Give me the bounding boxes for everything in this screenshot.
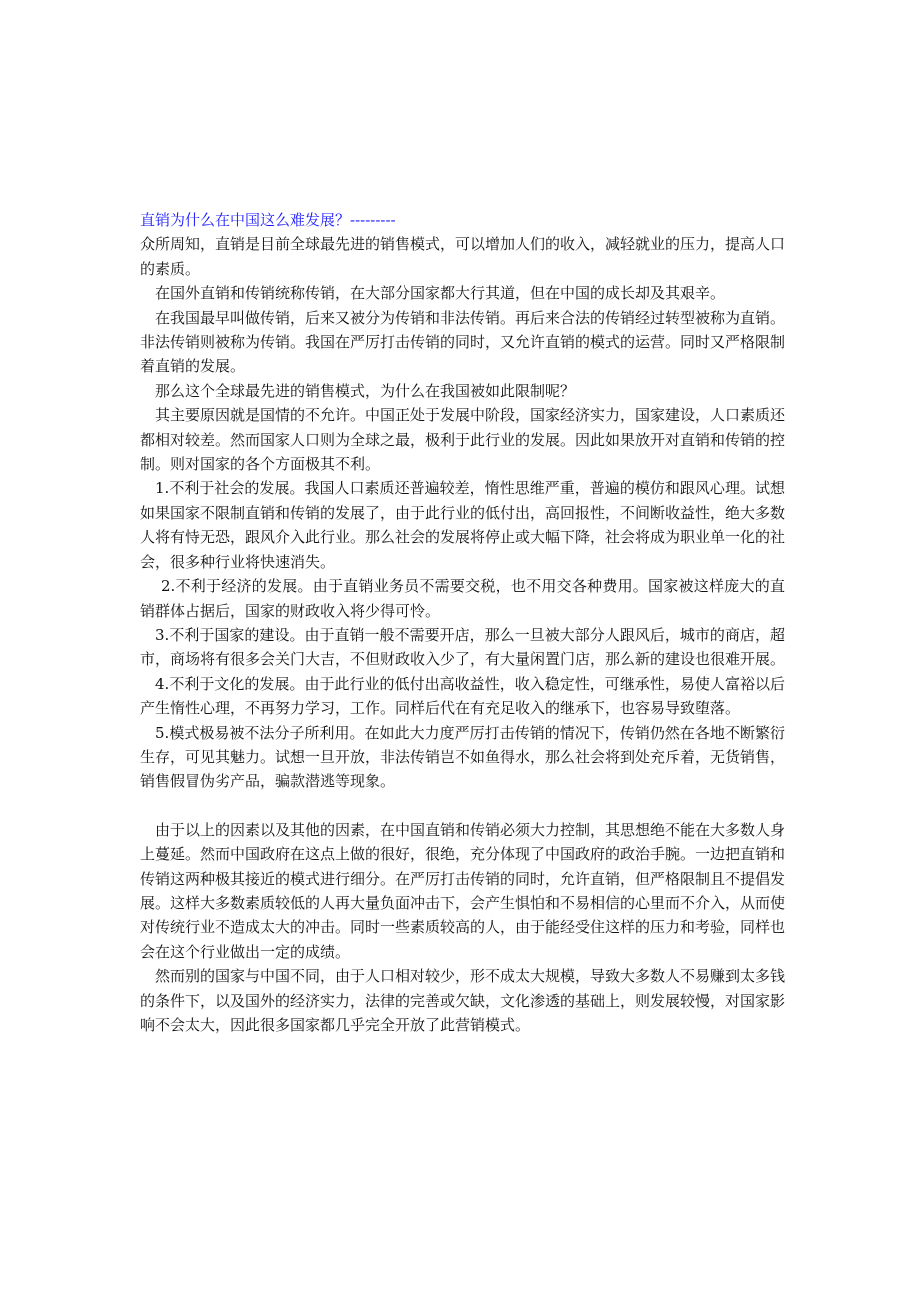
paragraph-point-1: 1.不利于社会的发展。我国人口素质还普遍较差，惰性思维严重，普遍的模仿和跟风心理。试想如果国家不限制直销和传销的发展了，由于此行业的低付出，高回报性，不间断收益性，绝大多数人将有恃无恐，跟风介入此行业。那么社会的发展将停止或大幅下降，社会将成为职业单一化的社会，很多种行业将快速消失。 — [140, 479, 786, 571]
paragraph-history: 在我国最早叫做传销，后来又被分为传销和非法传销。再后来合法的传销经过转型被称为直销。非法传销则被称为传销。我国在严厉打击传销的同时，又允许直销的模式的运营。同时又严格限制着直销的发展。 — [140, 308, 786, 376]
paragraph-other-countries: 然而别的国家与中国不同，由于人口相对较少，形不成太大规模，导致大多数人不易赚到太多钱的条件下，以及国外的经济实力，法律的完善或欠缺，文化渗透的基础上，则发展较慢，对国家影响不会太大，因此很多国家都几乎完全开放了此营销模式。 — [140, 967, 786, 1034]
paragraph-point-2: 2.不利于经济的发展。由于直销业务员不需要交税，也不用交各种费用。国家被这样庞大的直销群体占据后，国家的财政收入将少得可怜。 — [140, 577, 785, 620]
paragraph-abroad: 在国外直销和传销统称传销，在大部分国家都大行其道，但在中国的成长却及其艰辛。 — [155, 284, 726, 303]
paragraph-conclusion: 由于以上的因素以及其他的因素，在中国直销和传销必须大力控制，其思想绝不能在大多数人身上蔓延。然而中国政府在这点上做的很好，很绝，充分体现了中国政府的政治手腕。一边把直销和传销这两种极其接近的模式进行细分。在严厉打击传销的同时，允许直销，但严格限制且不提倡发展。这样大多数素质较低的人再大量负面冲击下，会产生惧怕和不易相信的心里而不介入，从而使对传统行业不造成太大的冲击。同时一些素质较高的人，由于能经受住这样的压力和考验，同样也会在这个行业做出一定的成绩。 — [140, 820, 786, 961]
paragraph-point-3: 3.不利于国家的建设。由于直销一般不需要开店，那么一旦被大部分人跟风后，城市的商店，超市，商场将有很多会关门大吉，不但财政收入少了，有大量闲置门店，那么新的建设也很难开展。 — [140, 625, 786, 669]
document-title: 直销为什么在中国这么难发展？--------- — [140, 211, 396, 229]
paragraph-intro: 众所周知，直销是目前全球最先进的销售模式，可以增加人们的收入，减轻就业的压力，提高人口的素质。 — [140, 235, 786, 278]
paragraph-point-5: 5.模式极易被不法分子所利用。在如此大力度严厉打击传销的情况下，传销仍然在各地不断繁衍生存，可见其魅力。试想一旦开放，非法传销岂不如鱼得水，那么社会将到处充斥着，无货销售，销售假冒伪劣产品，骗款潜逃等现象。 — [140, 723, 786, 791]
paragraph-question: 那么这个全球最先进的销售模式，为什么在我国被如此限制呢？ — [155, 381, 576, 400]
paragraph-spacer — [140, 794, 785, 818]
document-body — [140, 208, 785, 1037]
paragraph-point-4: 4.不利于文化的发展。由于此行业的低付出高收益性，收入稳定性，可继承性，易使人富裕以后产生惰性心理，不再努力学习，工作。同样后代在有充足收入的继承下，也容易导致堕落。 — [140, 674, 785, 718]
paragraph-main-reason: 其主要原因就是国情的不允许。中国正处于发展中阶段，国家经济实力，国家建设，人口素质还都相对较差。然而国家人口则为全球之最，极利于此行业的发展。因此如果放开对直销和传销的控制。则对国家的各个方面极其不利。 — [140, 406, 786, 474]
